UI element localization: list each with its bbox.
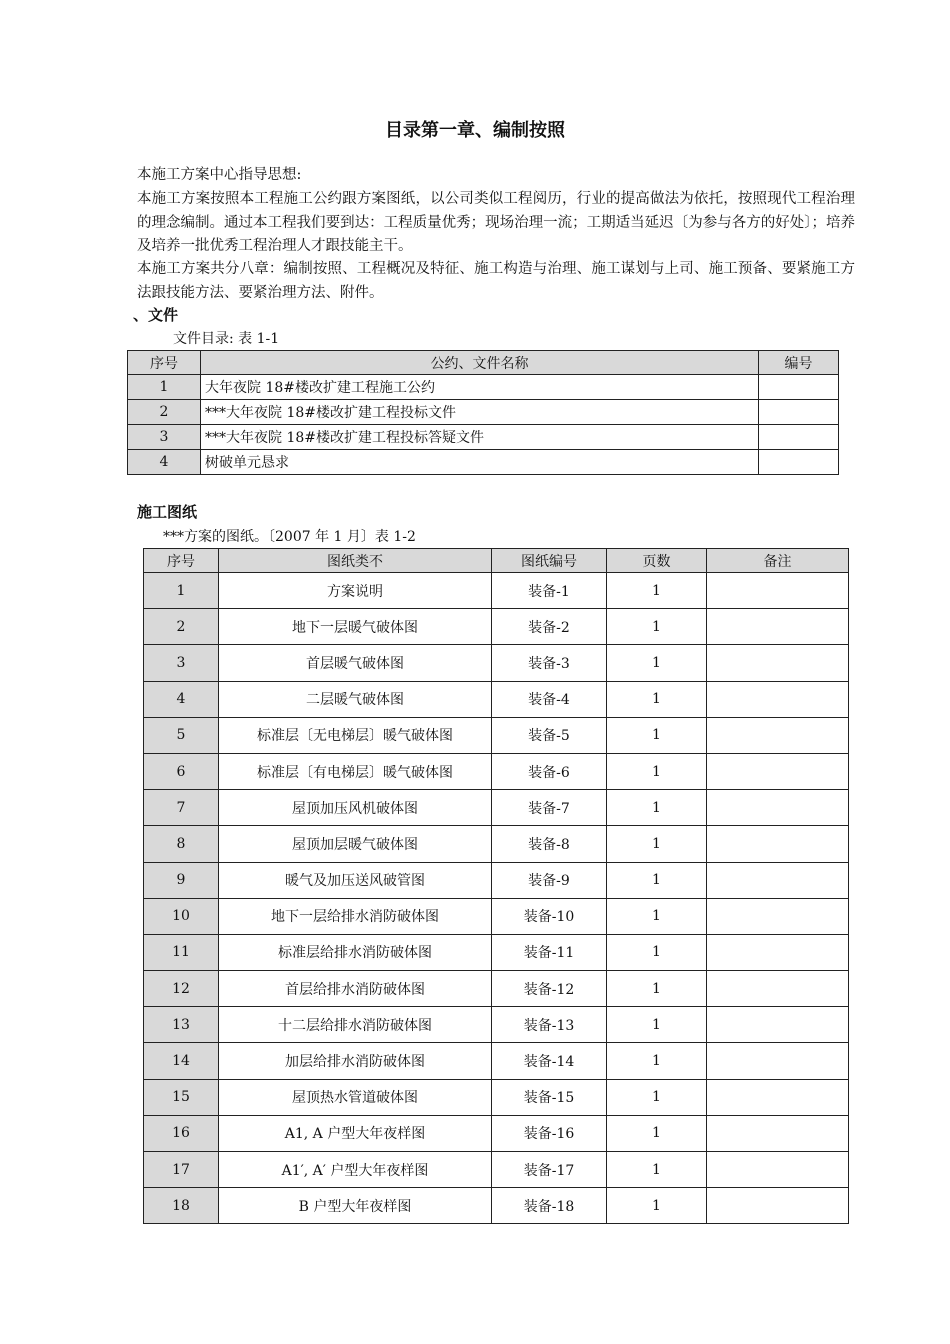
drawing-code: 装备-9 — [492, 862, 607, 898]
row-number: 3 — [144, 645, 219, 681]
col-header-name: 公约、文件名称 — [201, 351, 759, 375]
drawing-type: B 户型大年夜样图 — [219, 1188, 492, 1224]
table-row — [144, 609, 849, 645]
files-table-header — [128, 351, 839, 375]
drawing-type: 首层暖气破体图 — [219, 645, 492, 681]
col-header-no: 序号 — [128, 351, 201, 375]
drawings-table-header — [144, 549, 849, 573]
drawing-type: 首层给排水消防破体图 — [219, 971, 492, 1007]
remark — [707, 753, 849, 789]
remark — [707, 1152, 849, 1188]
remark — [707, 1079, 849, 1115]
file-code — [759, 375, 839, 400]
page-count: 1 — [607, 790, 707, 826]
remark — [707, 934, 849, 970]
row-number: 13 — [144, 1007, 219, 1043]
drawing-code: 装备-18 — [492, 1188, 607, 1224]
table-row — [144, 753, 849, 789]
drawing-code: 装备-15 — [492, 1079, 607, 1115]
row-number: 15 — [144, 1079, 219, 1115]
drawing-type: 屋顶热水管道破体图 — [219, 1079, 492, 1115]
row-number: 5 — [144, 717, 219, 753]
table-row — [144, 1043, 849, 1079]
page-count: 1 — [607, 609, 707, 645]
drawing-code: 装备-16 — [492, 1115, 607, 1151]
drawing-code: 装备-17 — [492, 1152, 607, 1188]
remark — [707, 898, 849, 934]
page-count: 1 — [607, 971, 707, 1007]
row-number: 7 — [144, 790, 219, 826]
drawing-code: 装备-13 — [492, 1007, 607, 1043]
page-count: 1 — [607, 753, 707, 789]
drawing-type: 十二层给排水消防破体图 — [219, 1007, 492, 1043]
drawing-type: A1′, A′ 户型大年夜样图 — [219, 1152, 492, 1188]
drawing-type: 屋顶加层暖气破体图 — [219, 826, 492, 862]
drawing-type: 标准层给排水消防破体图 — [219, 934, 492, 970]
remark — [707, 862, 849, 898]
drawing-code: 装备-2 — [492, 609, 607, 645]
remark — [707, 826, 849, 862]
drawing-type: 标准层〔有电梯层〕暖气破体图 — [219, 753, 492, 789]
intro-chapters: 本施工方案共分八章：编制按照、工程概况及特征、施工构造与治理、施工谋划与上司、施工预备、要紧施工方法跟技能方法、要紧治理方法、附件。 — [137, 261, 855, 301]
row-number: 2 — [144, 609, 219, 645]
drawing-type: 标准层〔无电梯层〕暖气破体图 — [219, 717, 492, 753]
table-row — [144, 971, 849, 1007]
page-count: 1 — [607, 1188, 707, 1224]
remark — [707, 1007, 849, 1043]
remark — [707, 573, 849, 609]
row-number: 2 — [128, 400, 201, 425]
page-count: 1 — [607, 717, 707, 753]
drawing-type: A1, A 户型大年夜样图 — [219, 1115, 492, 1151]
files-table — [127, 350, 839, 475]
drawing-code: 装备-8 — [492, 826, 607, 862]
col-header-no: 序号 — [144, 549, 219, 573]
intro-paragraph: 本施工方案按照本工程施工公约跟方案图纸，以公司类似工程阅历，行业的提高做法为依托，按照现代工程治理的理念编制。通过本工程我们要到达：工程质量优秀；现场治理一流；工期适当延迟〔为参与各方的好处〕；培养及培养一批优秀工程治理人才跟技能主干。 — [137, 191, 855, 254]
row-number: 1 — [144, 573, 219, 609]
row-number: 9 — [144, 862, 219, 898]
col-header-code: 编号 — [759, 351, 839, 375]
row-number: 4 — [144, 681, 219, 717]
page-count: 1 — [607, 645, 707, 681]
row-number: 6 — [144, 753, 219, 789]
remark — [707, 1043, 849, 1079]
table-row — [144, 898, 849, 934]
table-row — [128, 425, 839, 450]
drawing-type: 地下一层给排水消防破体图 — [219, 898, 492, 934]
page-count: 1 — [607, 1079, 707, 1115]
table-row — [144, 717, 849, 753]
page-count: 1 — [607, 681, 707, 717]
table-row — [144, 1007, 849, 1043]
drawing-code: 装备-10 — [492, 898, 607, 934]
drawing-code: 装备-7 — [492, 790, 607, 826]
row-number: 18 — [144, 1188, 219, 1224]
file-name: 树破单元恳求 — [201, 450, 759, 475]
drawing-code: 装备-1 — [492, 573, 607, 609]
row-number: 3 — [128, 425, 201, 450]
table-row — [128, 450, 839, 475]
remark — [707, 645, 849, 681]
remark — [707, 790, 849, 826]
drawings-table — [143, 548, 849, 1224]
drawing-code: 装备-6 — [492, 753, 607, 789]
table-row — [144, 826, 849, 862]
row-number: 16 — [144, 1115, 219, 1151]
file-name: ***大年夜院 18#楼改扩建工程投标文件 — [201, 400, 759, 425]
section-drawings-heading: 施工图纸 — [137, 503, 198, 521]
row-number: 10 — [144, 898, 219, 934]
intro-heading: 本施工方案中心指导思想: — [137, 167, 302, 183]
remark — [707, 1188, 849, 1224]
drawing-code: 装备-4 — [492, 681, 607, 717]
table-row — [144, 681, 849, 717]
table-row — [144, 790, 849, 826]
drawing-code: 装备-14 — [492, 1043, 607, 1079]
table-row — [128, 375, 839, 400]
drawing-code: 装备-11 — [492, 934, 607, 970]
remark — [707, 609, 849, 645]
page-count: 1 — [607, 1043, 707, 1079]
col-header-note: 备注 — [707, 549, 849, 573]
page-count: 1 — [607, 862, 707, 898]
table-row — [144, 645, 849, 681]
row-number: 11 — [144, 934, 219, 970]
drawing-code: 装备-12 — [492, 971, 607, 1007]
page-count: 1 — [607, 934, 707, 970]
page-count: 1 — [607, 898, 707, 934]
file-code — [759, 400, 839, 425]
page-count: 1 — [607, 1007, 707, 1043]
remark — [707, 1115, 849, 1151]
file-code — [759, 425, 839, 450]
remark — [707, 971, 849, 1007]
remark — [707, 681, 849, 717]
col-header-type: 图纸类不 — [219, 549, 492, 573]
table-row — [144, 934, 849, 970]
row-number: 17 — [144, 1152, 219, 1188]
row-number: 8 — [144, 826, 219, 862]
page-count: 1 — [607, 1115, 707, 1151]
page-count: 1 — [607, 826, 707, 862]
page-count: 1 — [607, 1152, 707, 1188]
table-row — [144, 1152, 849, 1188]
table-row — [144, 862, 849, 898]
file-name: ***大年夜院 18#楼改扩建工程投标答疑文件 — [201, 425, 759, 450]
row-number: 12 — [144, 971, 219, 1007]
remark — [707, 717, 849, 753]
drawing-code: 装备-3 — [492, 645, 607, 681]
drawing-type: 暖气及加压送风破管图 — [219, 862, 492, 898]
drawing-type: 方案说明 — [219, 573, 492, 609]
table-row — [144, 1079, 849, 1115]
col-header-pages: 页数 — [607, 549, 707, 573]
drawing-type: 加层给排水消防破体图 — [219, 1043, 492, 1079]
drawing-code: 装备-5 — [492, 717, 607, 753]
col-header-code: 图纸编号 — [492, 549, 607, 573]
row-number: 14 — [144, 1043, 219, 1079]
page-title: 目录第一章、编制按照 — [385, 120, 565, 141]
drawing-type: 地下一层暖气破体图 — [219, 609, 492, 645]
row-number: 1 — [128, 375, 201, 400]
drawings-table-caption: ***方案的图纸。〔2007 年 1 月〕表 1-2 — [163, 529, 416, 545]
files-table-caption: 文件目录: 表 1-1 — [173, 331, 280, 347]
file-name: 大年夜院 18#楼改扩建工程施工公约 — [201, 375, 759, 400]
table-row — [144, 1115, 849, 1151]
section-files-heading: 、文件 — [133, 306, 179, 324]
drawing-type: 二层暖气破体图 — [219, 681, 492, 717]
file-code — [759, 450, 839, 475]
drawing-type: 屋顶加压风机破体图 — [219, 790, 492, 826]
table-row — [144, 573, 849, 609]
table-row — [144, 1188, 849, 1224]
table-row — [128, 400, 839, 425]
page-count: 1 — [607, 573, 707, 609]
row-number: 4 — [128, 450, 201, 475]
